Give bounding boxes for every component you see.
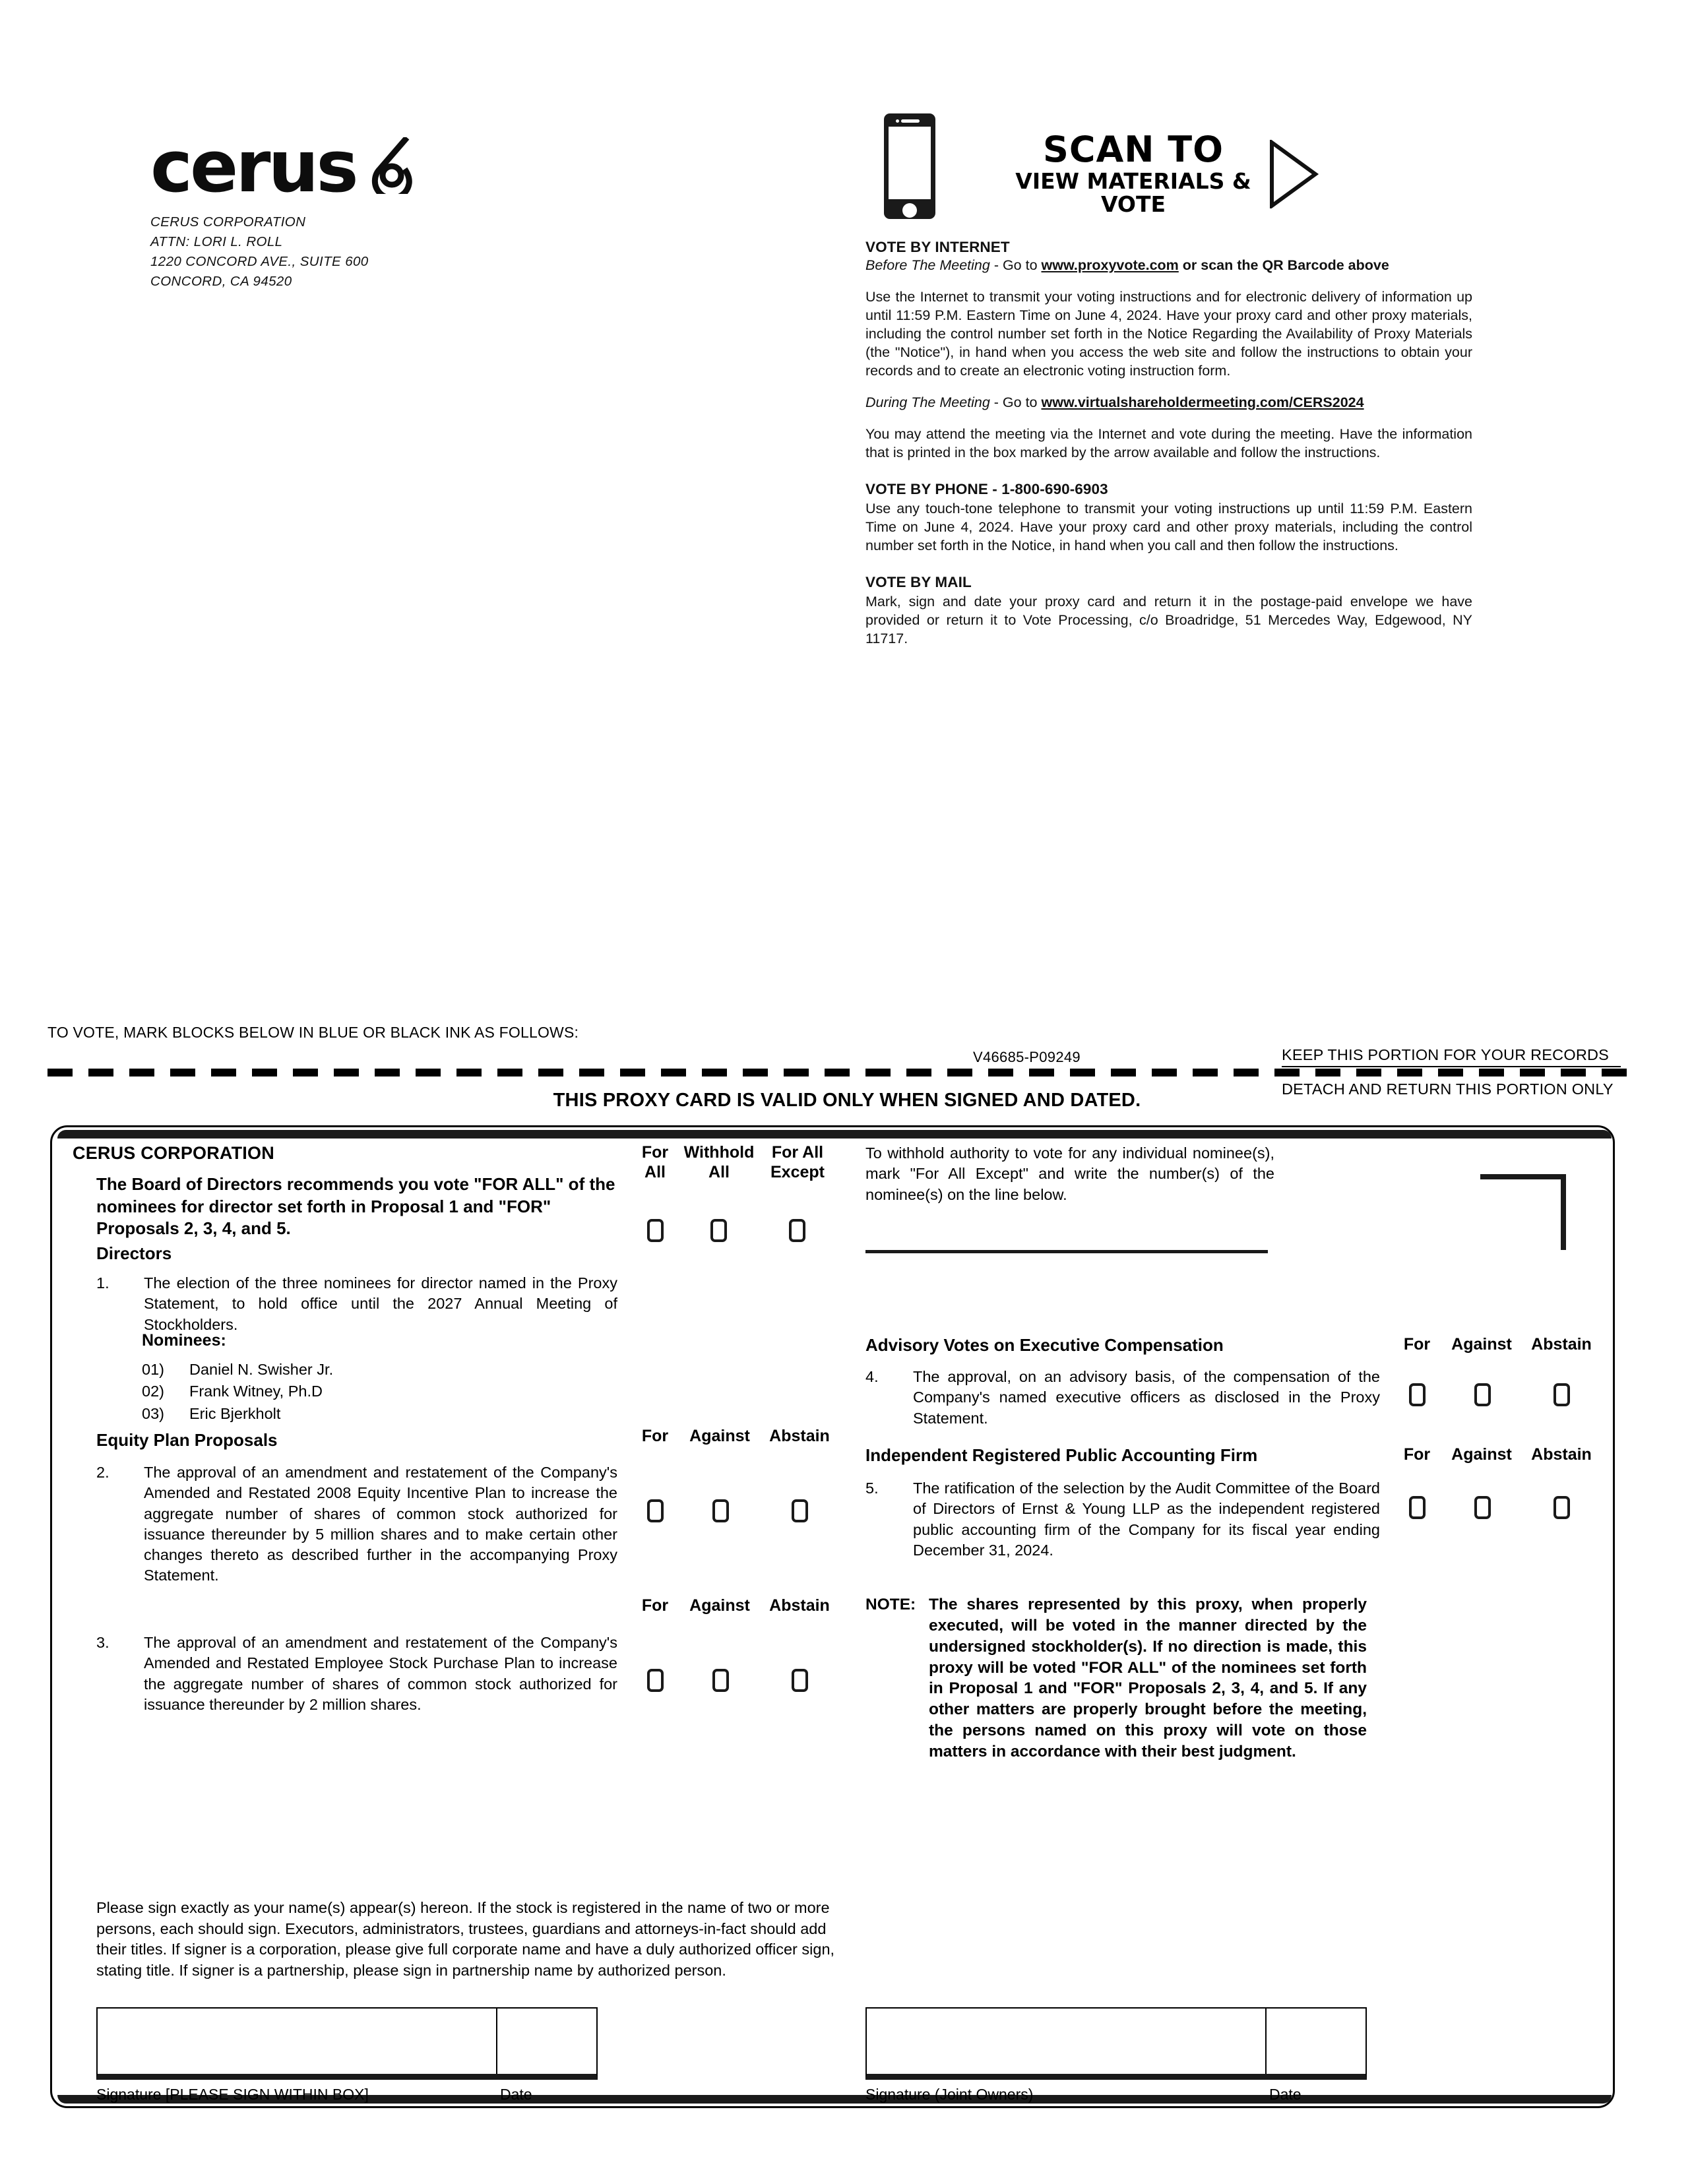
nominee-number: 01) [142, 1361, 164, 1378]
column-header-for-p5: For [1403, 1445, 1431, 1464]
valid-when-signed-notice: THIS PROXY CARD IS VALID ONLY WHEN SIGNED AND DATED. [553, 1090, 1141, 1111]
checkbox-withhold-all[interactable] [710, 1219, 727, 1242]
column-header-for-all-except [759, 1143, 836, 1182]
column-header-withhold-all [676, 1143, 762, 1182]
before-meeting-goto: - Go to [989, 257, 1042, 274]
for-all-line2: All [644, 1162, 666, 1181]
address-line-2: ATTN: LORI L. ROLL [150, 234, 283, 250]
column-header-abstain-p3: Abstain [769, 1596, 830, 1615]
vote-by-phone-section [865, 480, 1472, 555]
water-drop-icon [365, 137, 414, 194]
checkbox-p3-abstain[interactable] [792, 1669, 808, 1692]
date-label-primary: Date [500, 2086, 532, 2103]
address-line-1: CERUS CORPORATION [150, 214, 306, 230]
column-header-for-p3: For [641, 1596, 669, 1615]
nominees-heading: Nominees: [142, 1331, 226, 1350]
nominee-item [142, 1403, 333, 1425]
signature-box-primary[interactable] [96, 2007, 598, 2080]
board-recommendation: The Board of Directors recommends you vote "FOR ALL" of the nominees for director set forth in Proposal 1 and "FOR" Proposals 2, 3, 4, and 5. [96, 1174, 615, 1239]
vote-by-mail-heading: VOTE BY MAIL [865, 573, 972, 590]
checkbox-for-all-except[interactable] [789, 1219, 805, 1242]
internet-paragraph: Use the Internet to transmit your voting instructions and for electronic delivery of information up until 11:59 P.M. Eastern Time on June 4, 2024. Have your proxy card and other proxy materials, including the control number set forth in the Notice Regarding the Availability of Proxy Materials (the "Notice"), in hand when you access the web site and follow the instructions to obtain your records and to create an electronic voting instruction form. [865, 289, 1472, 379]
withhold-all-line1: Withhold [683, 1143, 755, 1162]
for-all-except-line2: Except [770, 1162, 825, 1181]
address-line-3: 1220 CONCORD AVE., SUITE 600 [150, 254, 369, 270]
proposal-2 [96, 1462, 617, 1586]
signature-instructions: Please sign exactly as your name(s) appear(s) hereon. If the stock is registered in the name of two or more persons, each should sign. Executors, administrators, trustees, guardians and attorneys-in-fact should add their titles. If signer is a corporation, please give full corporate name and have a duly authorized officer sign, stating title. If signer is a partnership, please sign in partnership name by authorized person. [96, 1899, 835, 1979]
checkbox-p3-against[interactable] [712, 1669, 729, 1692]
during-meeting-goto: - Go to [989, 394, 1042, 410]
perforation-dashed-line [47, 1069, 1627, 1076]
checkbox-p3-for[interactable] [647, 1669, 664, 1692]
nominee-number: 02) [142, 1383, 164, 1400]
column-header-against-p4: Against [1451, 1335, 1512, 1354]
voting-instructions [865, 237, 1472, 648]
vote-by-mail-section [865, 573, 1472, 648]
note-text: The shares represented by this proxy, when properly executed, will be voted in the manner directed by the undersigned stockholder(s). If no direction is made, this proxy will be voted "FOR ALL" of the nominees set forth in Proposal 1 and "FOR" Proposals 2, 3, 4, and 5. If any other matters are properly brought before the meeting, the persons named on this proxy will vote on those matters in accordance with their best judgment. [929, 1596, 1367, 1761]
nominee-item [142, 1381, 333, 1402]
scan-to-line2: VIEW MATERIALS & VOTE [1015, 168, 1251, 217]
nominee-name: Eric Bjerkholt [189, 1404, 281, 1422]
triangle-right-icon [1268, 140, 1319, 212]
column-header-against-p3: Against [689, 1596, 750, 1615]
proposal-1 [96, 1273, 617, 1335]
proposal-3-number: 3. [96, 1634, 110, 1651]
signature-label-joint: Signature (Joint Owners) [865, 2086, 1034, 2103]
proposal-3-text: The approval of an amendment and restatement of the Company's Amended and Restated Employee Stock Purchase Plan to increase the aggregate number of shares of common stock authorized for issuance thereunder by 2 million shares. [144, 1634, 617, 1713]
for-all-except-line1: For All [771, 1143, 824, 1162]
vote-by-phone-heading: VOTE BY PHONE - 1-800-690-6903 [865, 480, 1108, 497]
proposal-5-text: The ratification of the selection by the Audit Committee of the Board of Directors of Ernst & Young LLP as the independent registered public accounting firm of the Company for its fiscal year ending December 31, 2024. [913, 1480, 1380, 1559]
signature-label-primary: Signature [PLEASE SIGN WITHIN BOX] [96, 2086, 369, 2103]
mobile-phone-icon [884, 113, 935, 219]
column-header-abstain-p5: Abstain [1531, 1445, 1592, 1464]
withhold-authority-note: To withhold authority to vote for any individual nominee(s), mark "For All Except" and write the number(s) of the nominee(s) on the line below. [865, 1144, 1274, 1203]
proposal-1-number: 1. [96, 1274, 110, 1292]
vote-by-internet-heading: VOTE BY INTERNET [865, 239, 1010, 255]
proposal-5 [865, 1478, 1380, 1561]
checkbox-p2-for[interactable] [647, 1499, 664, 1522]
checkbox-p4-for[interactable] [1409, 1383, 1426, 1406]
accounting-firm-heading: Independent Registered Public Accounting Firm [865, 1445, 1258, 1465]
company-logo-block [150, 126, 493, 292]
during-meeting-paragraph: You may attend the meeting via the Internet and vote during the meeting. Have the information that is printed in the box marked by the arrow available and follow the instructions. [865, 425, 1472, 460]
equity-plan-heading: Equity Plan Proposals [96, 1430, 278, 1450]
nominee-name: Daniel N. Swisher Jr. [189, 1361, 334, 1378]
card-top-bar [57, 1130, 1612, 1139]
to-vote-instruction: TO VOTE, MARK BLOCKS BELOW IN BLUE OR BLACK INK AS FOLLOWS: [47, 1024, 579, 1041]
scan-to-banner [884, 113, 1346, 235]
checkbox-p4-against[interactable] [1474, 1383, 1491, 1406]
column-header-against-p2: Against [689, 1427, 750, 1445]
before-meeting-label: Before The Meeting [865, 257, 990, 274]
nominee-item [142, 1359, 333, 1381]
for-all-line1: For [641, 1143, 669, 1162]
checkbox-p2-abstain[interactable] [792, 1499, 808, 1522]
nominee-name: Frank Witney, Ph.D [189, 1383, 323, 1400]
virtual-meeting-link[interactable]: www.virtualshareholdermeeting.com/CERS2024 [1041, 394, 1364, 410]
control-number: V46685-P09249 [973, 1049, 1081, 1065]
column-header-for-p2: For [641, 1427, 669, 1445]
proposal-2-number: 2. [96, 1464, 110, 1481]
detach-portion-label: DETACH AND RETURN THIS PORTION ONLY [1282, 1080, 1614, 1098]
keep-portion-label: KEEP THIS PORTION FOR YOUR RECORDS [1282, 1046, 1610, 1063]
keep-portion-rule [1282, 1066, 1621, 1067]
proposal-5-number: 5. [865, 1480, 879, 1497]
column-header-against-p5: Against [1451, 1445, 1512, 1464]
during-meeting-line [865, 394, 1472, 412]
checkbox-p5-for[interactable] [1409, 1496, 1426, 1519]
signature-box-joint[interactable] [865, 2007, 1367, 2080]
mailing-address [150, 212, 493, 292]
advisory-votes-heading: Advisory Votes on Executive Compensation [865, 1335, 1224, 1355]
before-meeting-tail: or scan the QR Barcode above [1178, 257, 1389, 274]
proposal-4-text: The approval, on an advisory basis, of the compensation of the Company's named executive officers as disclosed in the Proxy Statement. [913, 1368, 1380, 1427]
logo-row [150, 126, 493, 209]
proposal-2-text: The approval of an amendment and restatement of the Company's Amended and Restated 2008 Equity Incentive Plan to increase the aggregate number of shares of common stock authorized for issuance thereunder by 5 million shares and to make certain other changes thereto as described further in the accompanying Proxy Statement. [144, 1464, 617, 1584]
scan-to-text [1008, 129, 1259, 217]
scan-to-line1: SCAN TO [1042, 129, 1224, 170]
vote-by-internet-section [865, 237, 1472, 462]
column-header-for-p4: For [1403, 1335, 1431, 1354]
phone-paragraph: Use any touch-tone telephone to transmit your voting instructions up until 11:59 P.M. Eastern Time on June 4, 2024. Have your proxy card and other proxy materials, including the control number set forth in the Notice, in hand when you call and then follow the instructions. [865, 500, 1472, 553]
checkbox-p4-abstain[interactable] [1553, 1383, 1570, 1406]
column-header-for-all [630, 1143, 680, 1182]
checkbox-p5-abstain[interactable] [1553, 1496, 1570, 1519]
before-meeting-line [865, 257, 1472, 275]
note-label: NOTE: [865, 1596, 916, 1613]
withhold-all-line2: All [708, 1162, 730, 1181]
during-meeting-label: During The Meeting [865, 394, 990, 410]
proxy-note [865, 1594, 1367, 1763]
proposal-4-number: 4. [865, 1368, 879, 1385]
mail-paragraph: Mark, sign and date your proxy card and return it in the postage-paid envelope we have provided or return it to Vote Processing, c/o Broadridge, 51 Mercedes Way, Edgewood, NY 11717. [865, 594, 1472, 646]
checkbox-p5-against[interactable] [1474, 1496, 1491, 1519]
checkbox-p2-against[interactable] [712, 1499, 729, 1522]
proposal-3 [96, 1633, 617, 1715]
directors-heading: Directors [96, 1243, 172, 1263]
proxyvote-link[interactable]: www.proxyvote.com [1041, 257, 1179, 274]
control-number-bracket [1480, 1174, 1566, 1250]
proposal-4 [865, 1367, 1380, 1429]
cerus-wordmark: cerus [150, 126, 356, 209]
nominee-number: 03) [142, 1404, 164, 1422]
address-line-4: CONCORD, CA 94520 [150, 274, 292, 290]
column-header-abstain-p2: Abstain [769, 1427, 830, 1445]
card-company-name: CERUS CORPORATION [73, 1143, 274, 1163]
nominees-list [142, 1359, 333, 1425]
column-header-abstain-p4: Abstain [1531, 1335, 1592, 1354]
date-label-joint: Date [1269, 2086, 1302, 2103]
checkbox-for-all[interactable] [647, 1219, 664, 1242]
nominee-exception-write-line[interactable] [865, 1250, 1268, 1253]
proposal-1-text: The election of the three nominees for director named in the Proxy Statement, to hold office until the 2027 Annual Meeting of Stockholders. [144, 1274, 617, 1333]
